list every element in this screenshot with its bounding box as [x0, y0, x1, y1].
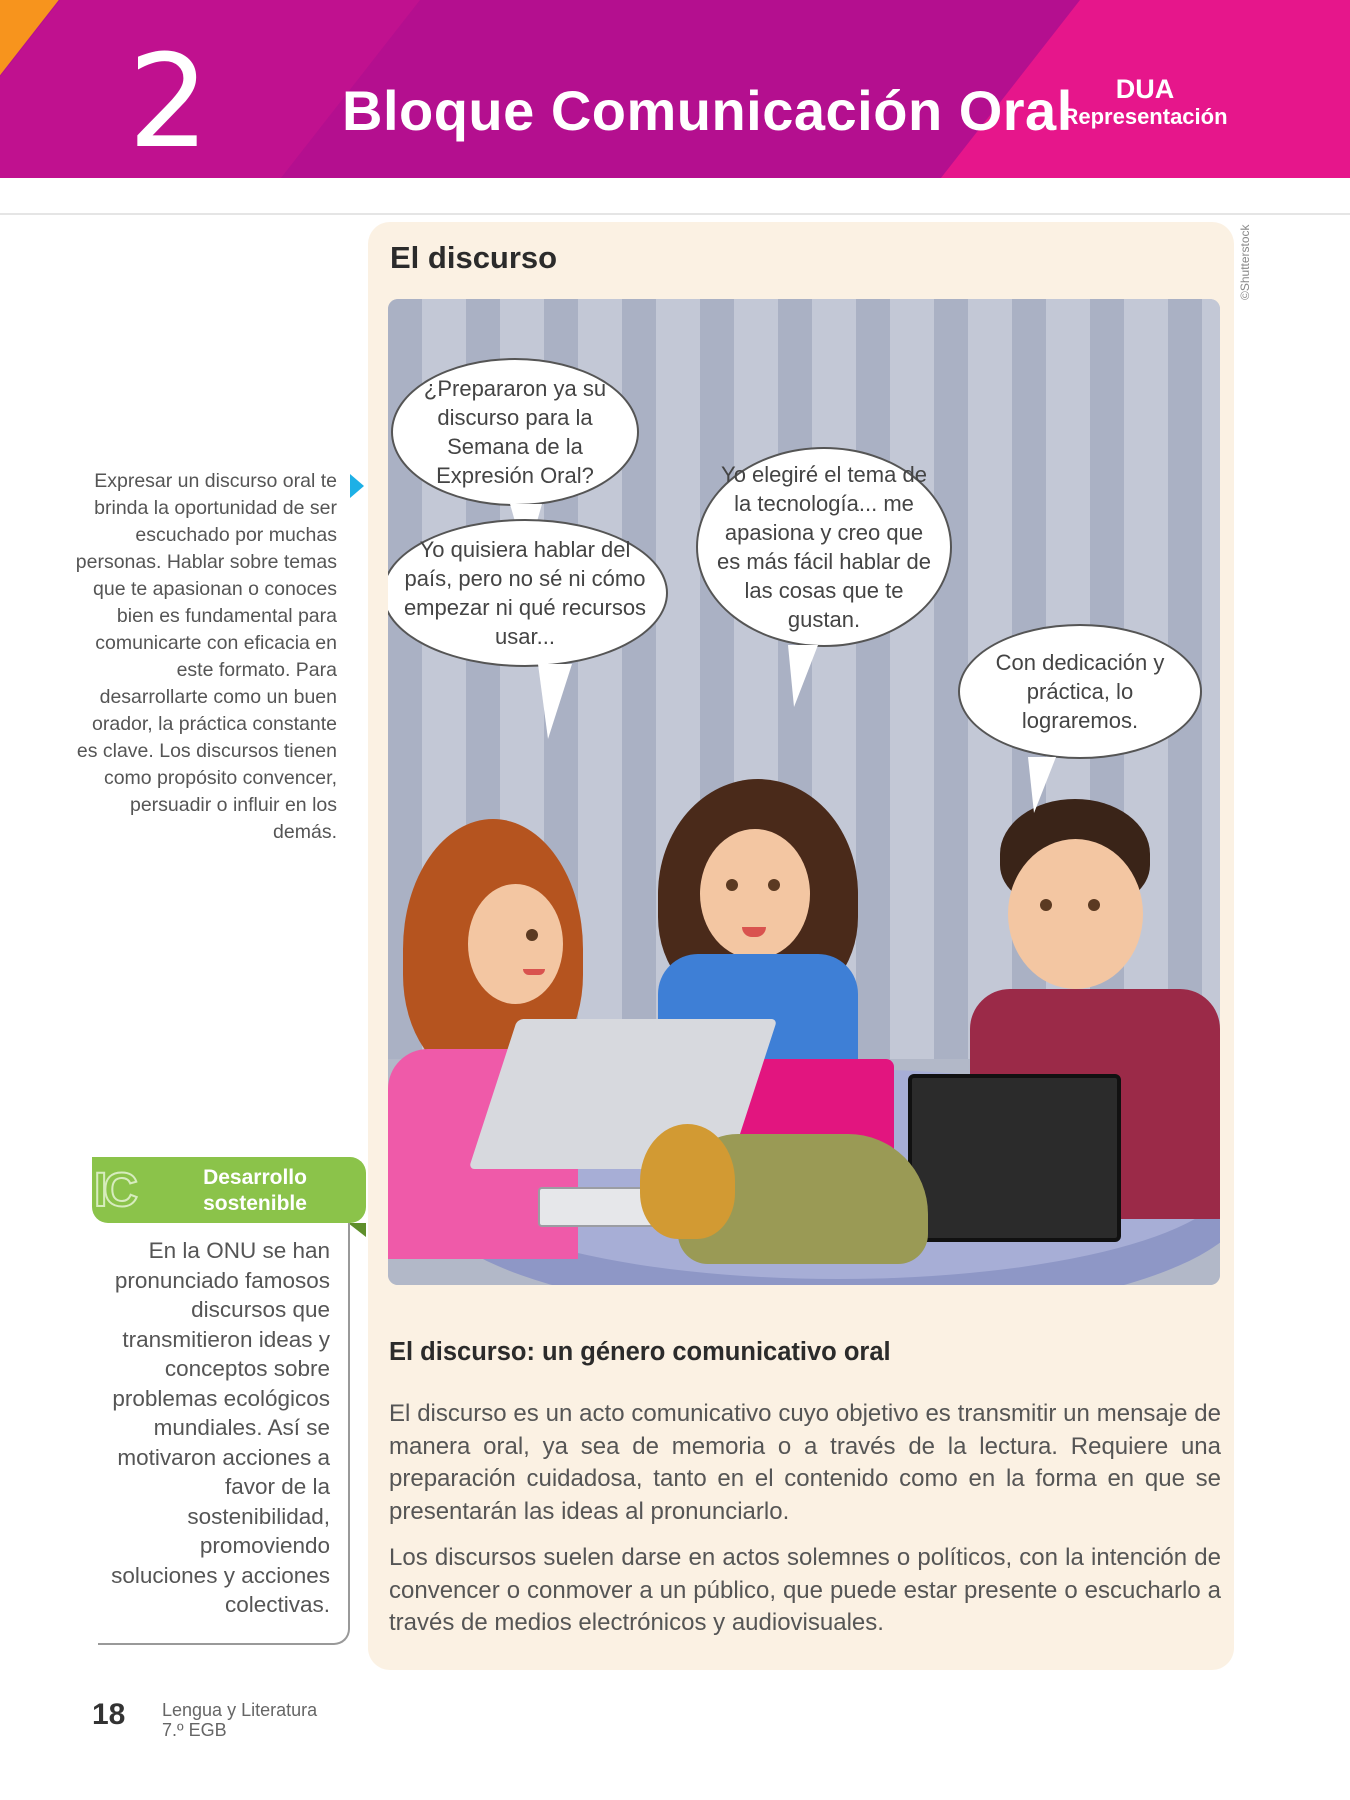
small-bag	[640, 1124, 735, 1239]
page-number: 18	[92, 1698, 126, 1731]
speech-bubble-3: Yo elegiré el tema de la tecnología... me apasiona y creo que es más fácil hablar de las cosas que te gustan.	[696, 447, 952, 647]
boy-eye-right	[1088, 899, 1100, 911]
boy-eye-left	[1040, 899, 1052, 911]
speech-bubble-2: Yo quisiera hablar del país, pero no sé ni cómo empezar ni qué recursos usar...	[388, 519, 668, 667]
pointer-arrow-icon	[350, 474, 364, 498]
laptop-black	[908, 1074, 1121, 1242]
footer-subject: Lengua y Literatura	[162, 1700, 318, 1720]
header-divider	[0, 213, 1350, 215]
block-number: 2	[128, 28, 210, 177]
footer-grade: 7.º EGB	[162, 1720, 227, 1740]
tab-fold-corner	[348, 1223, 366, 1237]
girl-middle-eye-left	[726, 879, 738, 891]
boy-face	[1008, 839, 1143, 989]
speech-bubble-4-tail	[1028, 757, 1056, 813]
girl-middle-eye-right	[768, 879, 780, 891]
card-title: El discurso	[390, 240, 558, 275]
paragraph-2: Los discursos suelen darse en actos solemnes o políticos, con la intención de convencer o conmover a un público, que puede estar presente o escucharlo a través de medios electrónicos y audiovisuales.	[389, 1544, 1221, 1636]
ic-logo-icon: IC	[94, 1164, 134, 1217]
girl-middle-face	[700, 829, 810, 959]
girl-left-eye	[526, 929, 538, 941]
girl-left-mouth	[523, 969, 545, 975]
dua-badge	[1060, 74, 1230, 130]
paragraph-1: El discurso es un acto comunicativo cuyo objetivo es transmitir un mensaje de manera oral, ya sea de memoria o a través de la lectura. Requiere una preparación cuidadosa, tanto en el contenido como en la forma en que se presentarán las ideas al pronunciarlo.	[389, 1400, 1221, 1525]
sustainable-development-text: En la ONU se han pronunciado famosos discursos que transmitieron ideas y conceptos sobre problemas ecológicos mundiales. Así se motivaron acciones a favor de la sostenibilidad, promoviendo soluciones y acciones colectivas.	[111, 1238, 330, 1617]
header-banner	[0, 0, 1350, 178]
girl-left-face	[468, 884, 563, 1004]
speech-bubble-2-tail	[538, 664, 572, 739]
dua-sublabel: Representación	[1062, 104, 1228, 129]
image-credit: ©Shutterstock	[1238, 224, 1252, 300]
block-title: Bloque Comunicación Oral	[342, 79, 1073, 142]
dua-label: DUA	[1115, 74, 1175, 104]
speech-bubble-1: ¿Prepararon ya su discurso para la Semana de la Expresión Oral?	[391, 358, 639, 506]
illustration	[388, 299, 1220, 1285]
speech-bubble-3-tail	[788, 645, 818, 707]
sidebar-intro-text: Expresar un discurso oral te brinda la oportunidad de ser escuchado por muchas personas. Hablar sobre temas que te apasionan o conoces bien es fundamental para comunicarte con eficacia en este formato. Para desarrollarte como un buen orador, la práctica constante es clave. Los discursos tienen como propósito convencer, persuadir o influir en los demás.	[75, 470, 337, 843]
sustainable-development-label: Desarrollo sostenible	[203, 1166, 307, 1215]
section-title: El discurso: un género comunicativo oral	[389, 1338, 891, 1366]
speech-bubble-4: Con dedicación y práctica, lo lograremos.	[958, 624, 1202, 759]
